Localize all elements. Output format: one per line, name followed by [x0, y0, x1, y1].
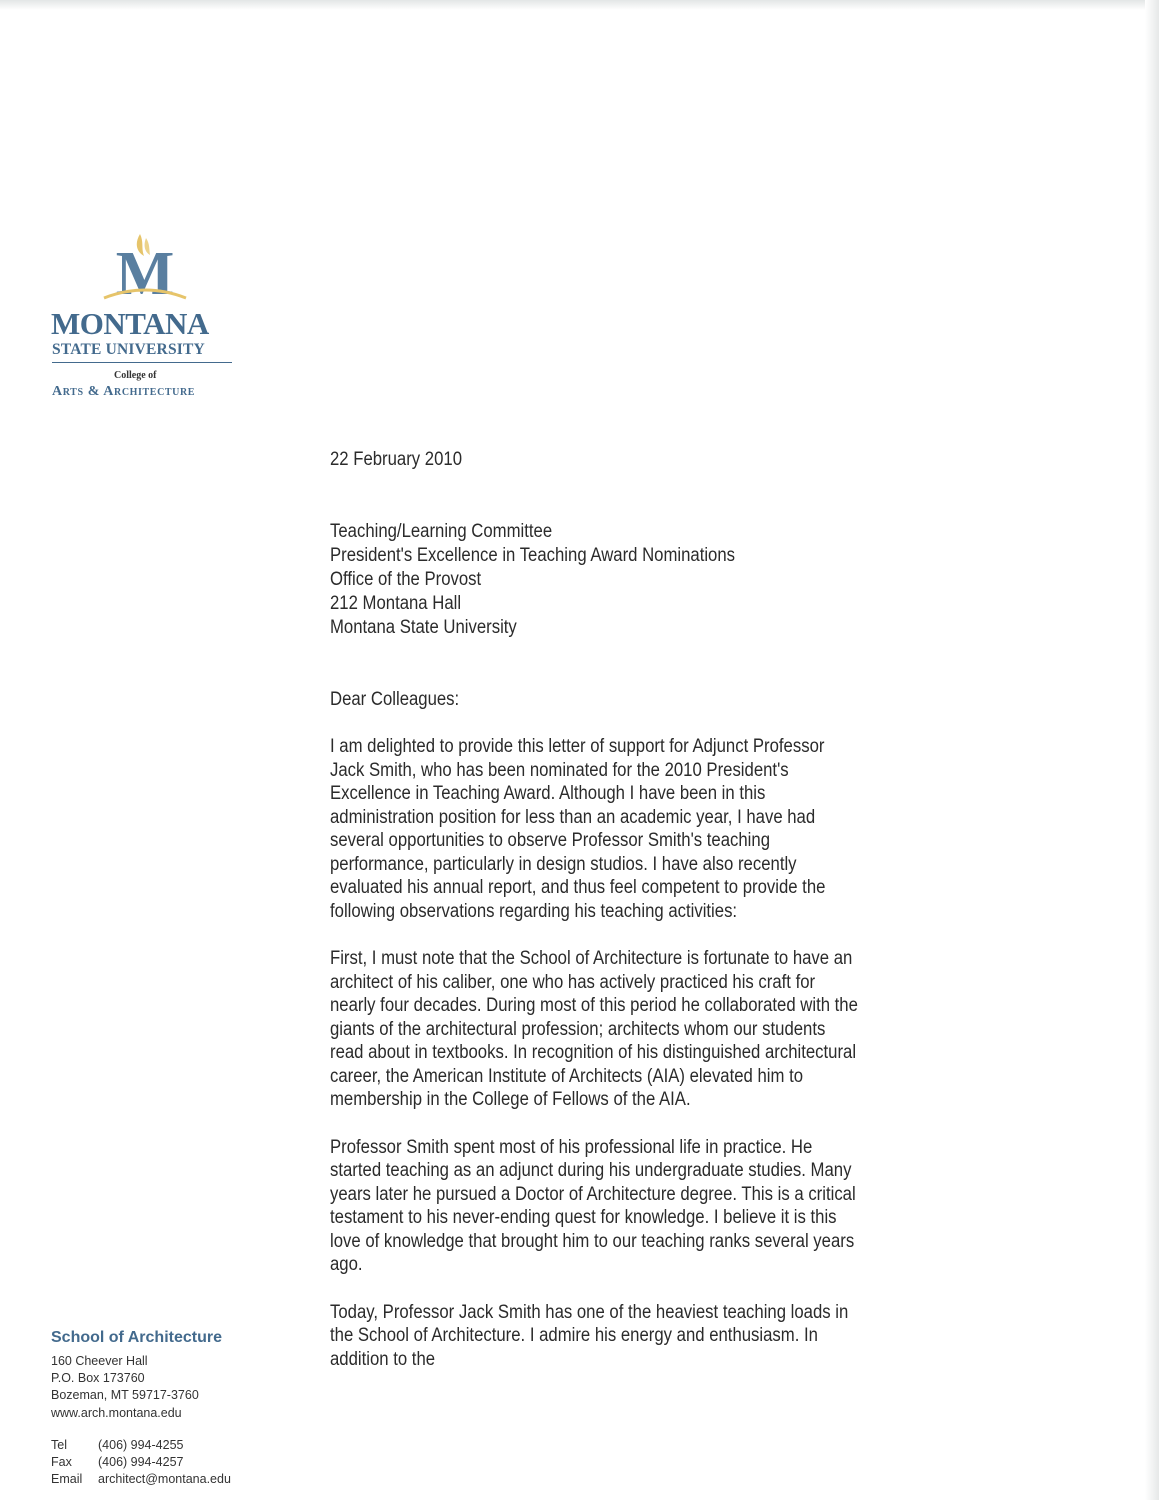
logo-name: MONTANA — [51, 306, 209, 341]
paragraph: I am delighted to provide this letter of support for Adjunct Professor Jack Smith, who has been nominated for the 2010 President's Excellence in Teaching Award. Although I have been in this administration position for less than an academic year, I have had several opportunities to observe Professor Smith's teaching performance, particularly in design studios. I have also recently evaluated his annual report, and thus feel competent to provide the following observations regarding his teaching activities: — [330, 736, 826, 922]
address-line: Teaching/Learning Committee — [330, 520, 553, 542]
footer-address-line: P.O. Box 173760 — [51, 1371, 145, 1386]
footer-contacts — [51, 1437, 281, 1489]
footer-title: School of Architecture — [51, 1329, 222, 1346]
page-edge-top — [0, 0, 1159, 10]
address-line: President's Excellence in Teaching Award Nominations — [330, 544, 736, 566]
logo-subtitle: STATE UNIVERSITY — [52, 341, 205, 358]
footer-address-line: Bozeman, MT 59717-3760 — [51, 1388, 199, 1403]
footer-address-line: 160 Cheever Hall — [51, 1354, 148, 1368]
footer-website: www.arch.montana.edu — [51, 1405, 182, 1420]
contact-label: Email — [51, 1472, 83, 1487]
contact-fax — [51, 1454, 281, 1471]
letter-date: 22 February 2010 — [330, 449, 462, 470]
msu-m-icon — [100, 232, 190, 304]
page-edge-right — [1145, 0, 1159, 1500]
letter-body — [330, 448, 858, 1395]
contact-email — [51, 1471, 281, 1488]
paragraph: Professor Smith spent most of his professional life in practice. He started teaching as an adjunct during his undergraduate studies. Many years later he pursued a Doctor of Architecture degree. This is a critical testament to his never-ending quest for knowledge. I believe it is this love of knowledge that brought him to our teaching ranks several years ago. — [330, 1136, 856, 1275]
logo-divider — [52, 362, 232, 363]
svg-text:M: M — [115, 240, 175, 304]
logo-college: College of — [114, 370, 157, 381]
paragraph: First, I must note that the School of Architecture is fortunate to have an architect of his caliber, one who has actively practiced his craft for nearly four decades. During most of this period he collaborated with the giants of the architectural profession; architects whom our students read about in textbooks. In recognition of his distinguished architectural career, the American Institute of Architects (AIA) elevated him to membership in the College of Fellows of the AIA. — [330, 948, 858, 1110]
contact-value: (406) 994-4255 — [98, 1437, 184, 1452]
contact-tel — [51, 1437, 281, 1454]
contact-label: Fax — [51, 1455, 72, 1470]
contact-value: (406) 994-4257 — [98, 1455, 184, 1470]
logo-department: Arts & Architecture — [52, 384, 196, 399]
recipient-address — [330, 520, 858, 640]
address-line: Montana State University — [330, 616, 517, 638]
contact-label: Tel — [51, 1437, 67, 1452]
address-line: 212 Montana Hall — [330, 592, 462, 614]
letterhead-footer — [51, 1329, 281, 1488]
paragraph: Today, Professor Jack Smith has one of the heaviest teaching loads in the School of Architecture. I admire his energy and enthusiasm. In addition to the — [330, 1301, 849, 1370]
address-line: Office of the Provost — [330, 568, 482, 590]
salutation: Dear Colleagues: — [330, 688, 460, 710]
contact-value: architect@montana.edu — [98, 1472, 231, 1487]
